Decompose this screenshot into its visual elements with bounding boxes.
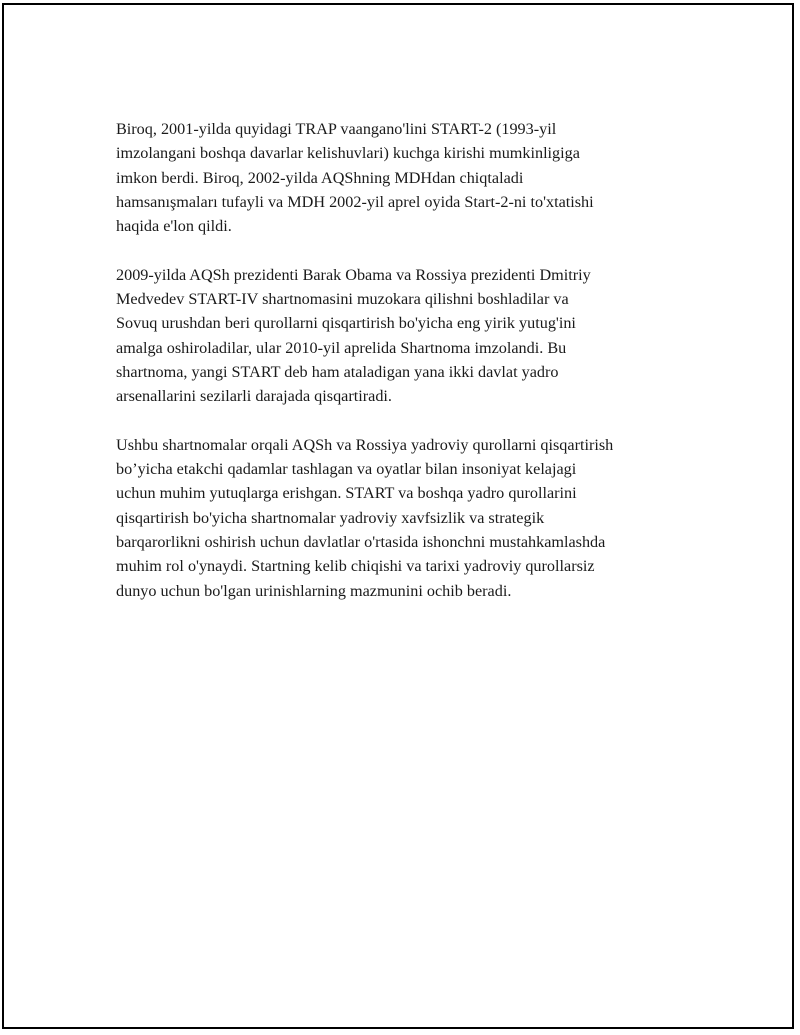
paragraph-line: imzolangani boshqa davarlar kelishuvlari) kuchga kirishi mumkinligiga [116, 144, 580, 163]
paragraph-line: bo’yicha etakchi qadamlar tashlagan va oyatlar bilan insoniyat kelajagi [116, 460, 577, 479]
paragraph-line: qisqartirish bo'yicha shartnomalar yadroviy xavfsizlik va strategik [116, 508, 545, 527]
paragraph-line: 2009-yilda AQSh prezidenti Barak Obama va Rossiya prezidenti Dmitriy [116, 265, 591, 284]
paragraph-line: hamsanışmaları tufayli va MDH 2002-yil aprel oyida Start-2-ni to'xtatishi [116, 192, 594, 211]
paragraph-line: barqarorlikni oshirish uchun davlatlar o'rtasida ishonchni mustahkamlashda [116, 533, 606, 552]
paragraph-line: uchun muhim yutuqlarga erishgan. START va boshqa yadro qurollarini [116, 484, 577, 503]
paragraph-line: amalga oshiroladilar, ular 2010-yil aprelida Shartnoma imzolandi. Bu [116, 338, 567, 357]
paragraph-line: Medvedev START-IV shartnomasini muzokara qilishni boshladilar va [116, 290, 569, 309]
paragraph-line: haqida e'lon qildi. [116, 217, 232, 236]
paragraph-line: muhim rol o'ynaydi. Startning kelib chiqishi va tarixi yadroviy qurollarsiz [116, 557, 595, 576]
paragraph-line: Biroq, 2001-yilda quyidagi TRAP vaangano'lini START-2 (1993-yil [116, 120, 557, 138]
paragraph-line: imkon berdi. Biroq, 2002-yilda AQShning MDHdan chiqtaladi [116, 168, 524, 187]
paragraph-line: dunyo uchun bo'lgan urinishlarning mazmunini ochib beradi. [116, 581, 512, 600]
document-body [116, 117, 716, 627]
paragraph-line: arsenallarini sezilarli darajada qisqartiradi. [116, 387, 392, 406]
paragraph-3 [116, 433, 716, 603]
paragraph-line: shartnoma, yangi START deb ham ataladigan yana ikki davlat yadro [116, 362, 559, 381]
paragraph-line: Ushbu shartnomalar orqali AQSh va Rossiya yadroviy qurollarni qisqartirish [116, 435, 614, 454]
paragraph-line: Sovuq urushdan beri qurollarni qisqartirish bo'yicha eng yirik yutug'ini [116, 314, 576, 333]
paragraph-1 [116, 117, 716, 238]
paragraph-2 [116, 263, 716, 409]
